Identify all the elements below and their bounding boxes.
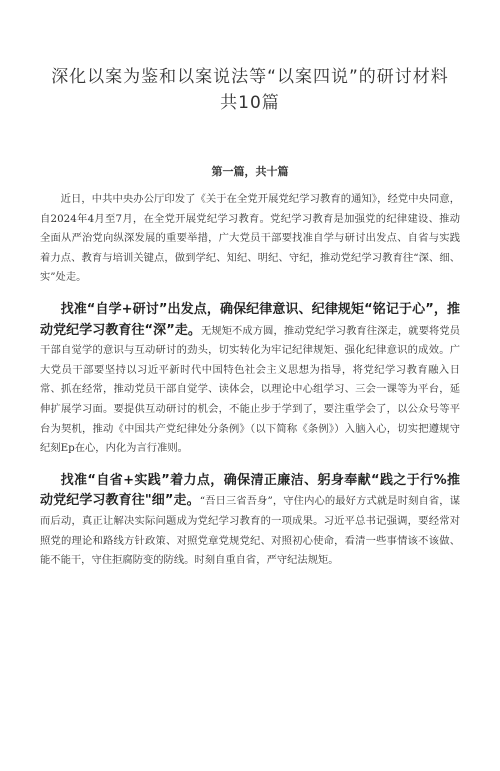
paragraph-lead: 找准“自学+研讨”出发点，确保纪律意识、纪律规矩“铭记于心”，推动党纪学习教育往“深”走。 [40,301,460,338]
document-title: 深化以案为鉴和以案说法等“以案四说”的研讨材料共10篇 [51,67,449,113]
paragraph-text: 近日，中共中央办公厅印发了《关于在全党开展党纪学习教育的通知》，经党中央同意，自2024年4月至7月，在全党开展党纪学习教育。党纪学习教育是加强党的纪律建设、推动全面从严治党向纵深发展的重要举措，广大党员干部要找准自学与研讨出发点、自省与实践着力点、教育与培训关键点，做到学纪、知纪、明纪、守纪，推动党纪学习教育往“深、细、实”处走。 [40,193,460,284]
document-page [0,64,500,771]
paragraph-text: “吾日三省吾身”，守住内心的最好方式就是时刻自省，谋而后动，真正让解决实际问题成为党纪学习教育的一项成果。习近平总书记强调，要经常对照党的理论和路线方针政策、对照党章党规党纪、对照初心使命，看清一些事情该不该做、能不能干，守住拒腐防变的防线。时刻自重自省，严守纪法规矩。 [40,495,460,567]
paragraph-intro [40,190,460,288]
document-subtitle: 第一篇，共十篇 [211,165,289,178]
paragraph-text: 无规矩不成方圆，推动党纪学习教育往深走，就要将党员干部自觉学的意识与互动研讨的劲头，切实转化为牢记纪律规矩、强化纪律意识的成效。广大党员干部要坚持以习近平新时代中国特色社会主义思想为指导，将党纪学习教育融入日常、抓在经常，推动党员干部自觉学、读体会，以理论中心组学习、三会一课等为平台，延伸扩展学习面。要提供互动研讨的机会，不能止步于学到了，要注重学会了，以公众号等平台为契机，推动《中国共产党纪律处分条例》（以下简称《条例》）入脑入心，切实把遵规守纪刻Ep在心，内化为言行准则。 [40,324,461,455]
paragraph-lead: 找准“自省+实践”着力点，确保清正廉洁、躬身奉献“践之于行%推动党纪学习教育往"细”走。 [40,472,460,509]
paragraph-section-2 [40,471,460,571]
paragraph-section-1 [40,300,460,459]
